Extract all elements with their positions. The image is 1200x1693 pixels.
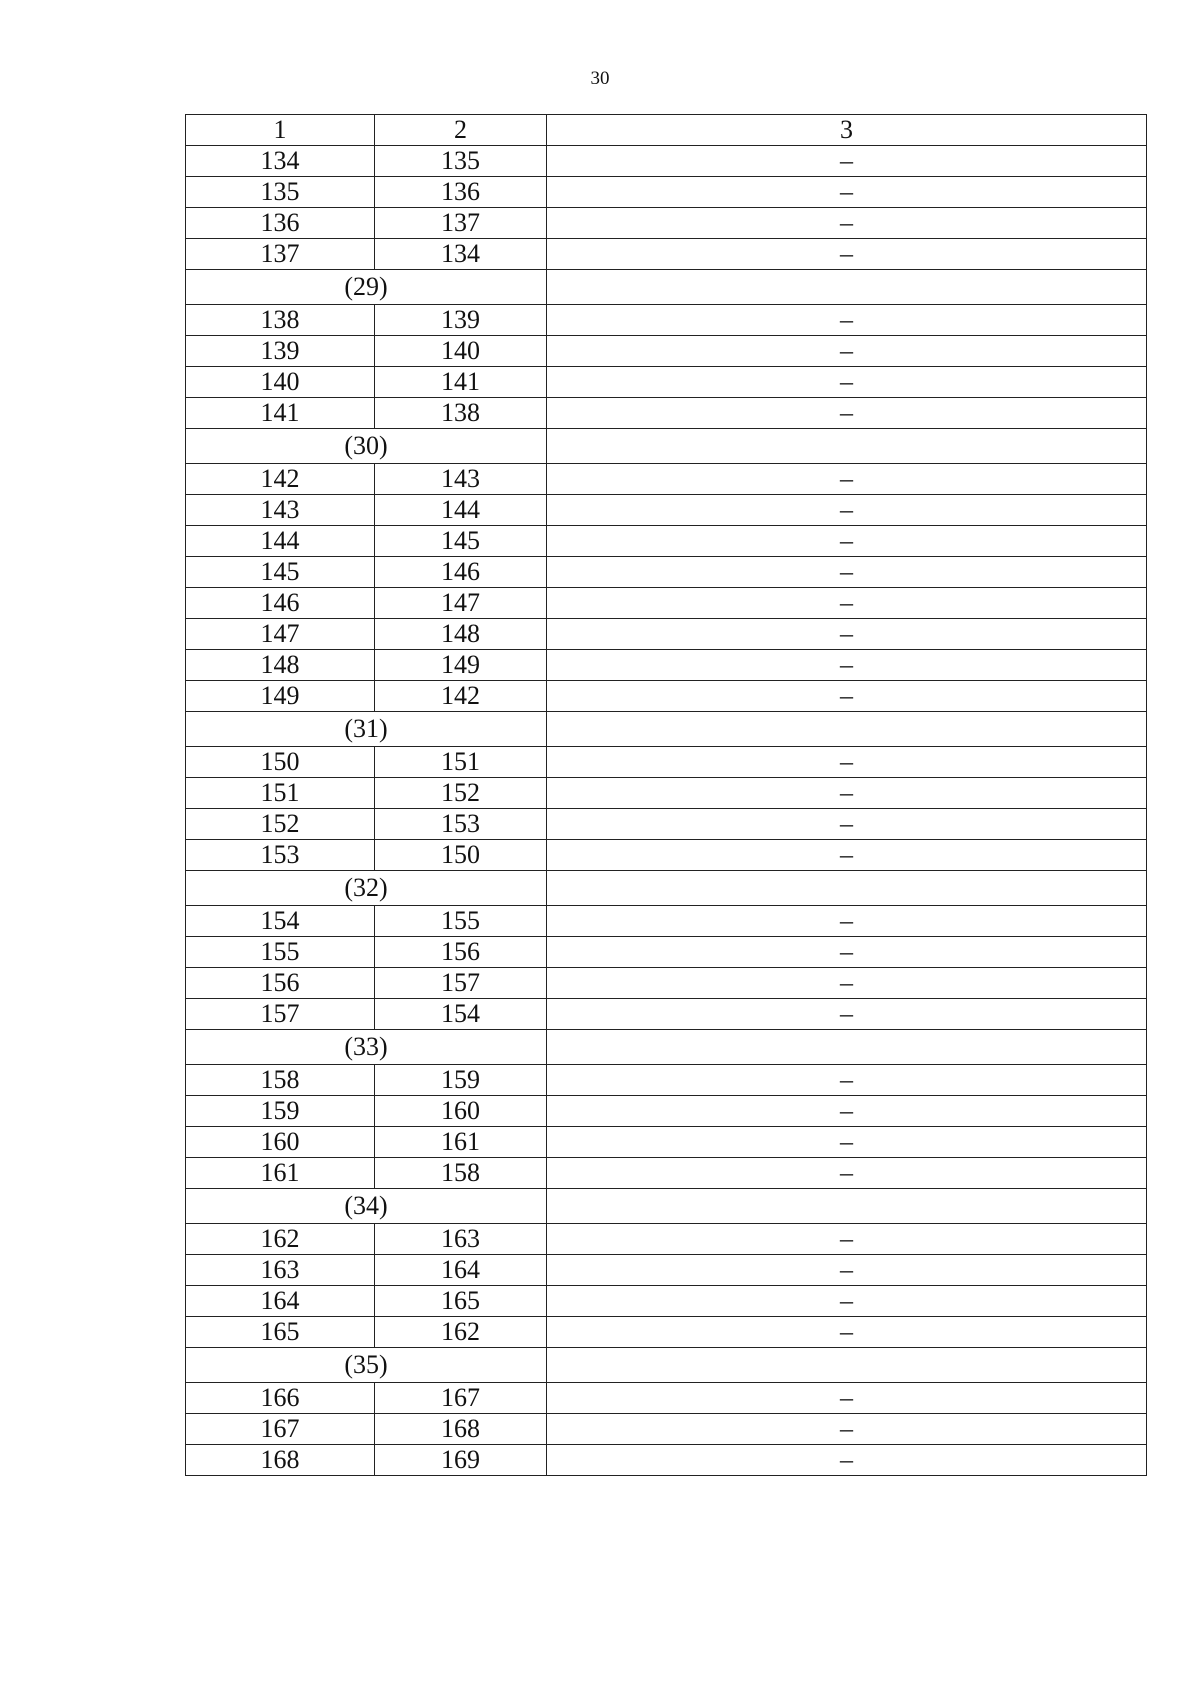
table-row bbox=[186, 1414, 1147, 1445]
table-cell-col-1: 143 bbox=[186, 495, 375, 526]
table-cell-col-1: 165 bbox=[186, 1317, 375, 1348]
table-cell-col-1: 155 bbox=[186, 937, 375, 968]
table-cell-col-3: – bbox=[547, 239, 1147, 270]
table-cell-col-3: – bbox=[547, 1286, 1147, 1317]
table-body bbox=[186, 146, 1147, 1476]
table-cell-col-2: 150 bbox=[375, 840, 547, 871]
table-cell-col-2: 165 bbox=[375, 1286, 547, 1317]
table-cell-col-2: 155 bbox=[375, 906, 547, 937]
table-cell-col-1: 153 bbox=[186, 840, 375, 871]
table-cell-col-1: 157 bbox=[186, 999, 375, 1030]
table-cell-col-2: 140 bbox=[375, 336, 547, 367]
table-cell-col-2: 163 bbox=[375, 1224, 547, 1255]
table-row bbox=[186, 840, 1147, 871]
table-cell-col-3: – bbox=[547, 146, 1147, 177]
page-number: 30 bbox=[590, 68, 610, 89]
table-cell-col-3: – bbox=[547, 1096, 1147, 1127]
table-cell-col-1: 135 bbox=[186, 177, 375, 208]
table-cell-col-1: 163 bbox=[186, 1255, 375, 1286]
table-cell-col-3: – bbox=[547, 588, 1147, 619]
table-cell-col-1: 145 bbox=[186, 557, 375, 588]
table-cell-col-2: 157 bbox=[375, 968, 547, 999]
table-cell-col-3: – bbox=[547, 1065, 1147, 1096]
table-cell-col-1: 148 bbox=[186, 650, 375, 681]
table-cell-col-3: – bbox=[547, 1445, 1147, 1476]
table-cell-col-3: – bbox=[547, 840, 1147, 871]
table-row bbox=[186, 464, 1147, 495]
header-cell-1: 1 bbox=[186, 115, 375, 146]
table-row bbox=[186, 1255, 1147, 1286]
table-cell-col-2: 144 bbox=[375, 495, 547, 526]
table-cell-col-1: 156 bbox=[186, 968, 375, 999]
table-cell-col-2: 139 bbox=[375, 305, 547, 336]
table-cell-col-2: 168 bbox=[375, 1414, 547, 1445]
table-cell-col-2: 161 bbox=[375, 1127, 547, 1158]
table-row bbox=[186, 1065, 1147, 1096]
table-cell-col-2: 159 bbox=[375, 1065, 547, 1096]
table-row bbox=[186, 495, 1147, 526]
table-cell-col-1: 158 bbox=[186, 1065, 375, 1096]
table-cell-col-2: 134 bbox=[375, 239, 547, 270]
table-cell-col-3: – bbox=[547, 747, 1147, 778]
table-cell-col-3: – bbox=[547, 619, 1147, 650]
table-row bbox=[186, 1383, 1147, 1414]
group-header-row bbox=[186, 712, 1147, 747]
table-row bbox=[186, 1224, 1147, 1255]
group-label: (34) bbox=[186, 1189, 547, 1224]
table-cell-col-1: 151 bbox=[186, 778, 375, 809]
table-cell-col-1: 137 bbox=[186, 239, 375, 270]
table-cell-col-3: – bbox=[547, 809, 1147, 840]
group-header-row bbox=[186, 1348, 1147, 1383]
table-cell-col-1: 160 bbox=[186, 1127, 375, 1158]
table-cell-col-3: – bbox=[547, 1383, 1147, 1414]
group-empty-cell bbox=[547, 429, 1147, 464]
table-cell-col-1: 164 bbox=[186, 1286, 375, 1317]
group-empty-cell bbox=[547, 1348, 1147, 1383]
table-cell-col-2: 160 bbox=[375, 1096, 547, 1127]
table-cell-col-1: 168 bbox=[186, 1445, 375, 1476]
table-row bbox=[186, 1286, 1147, 1317]
table-cell-col-2: 135 bbox=[375, 146, 547, 177]
table-cell-col-3: – bbox=[547, 336, 1147, 367]
table-cell-col-1: 162 bbox=[186, 1224, 375, 1255]
table-cell-col-3: – bbox=[547, 778, 1147, 809]
table-cell-col-2: 147 bbox=[375, 588, 547, 619]
table-cell-col-1: 140 bbox=[186, 367, 375, 398]
table-row bbox=[186, 619, 1147, 650]
table-cell-col-3: – bbox=[547, 1255, 1147, 1286]
table-row bbox=[186, 208, 1147, 239]
table-cell-col-1: 161 bbox=[186, 1158, 375, 1189]
table-cell-col-2: 145 bbox=[375, 526, 547, 557]
table-row bbox=[186, 999, 1147, 1030]
header-cell-2: 2 bbox=[375, 115, 547, 146]
table-row bbox=[186, 1317, 1147, 1348]
table-cell-col-1: 144 bbox=[186, 526, 375, 557]
table-cell-col-2: 143 bbox=[375, 464, 547, 495]
table-cell-col-3: – bbox=[547, 526, 1147, 557]
group-label: (32) bbox=[186, 871, 547, 906]
table-cell-col-3: – bbox=[547, 305, 1147, 336]
table-cell-col-3: – bbox=[547, 367, 1147, 398]
table-cell-col-3: – bbox=[547, 1414, 1147, 1445]
table-cell-col-2: 162 bbox=[375, 1317, 547, 1348]
group-header-row bbox=[186, 270, 1147, 305]
table-cell-col-2: 148 bbox=[375, 619, 547, 650]
table-cell-col-2: 153 bbox=[375, 809, 547, 840]
table-cell-col-1: 167 bbox=[186, 1414, 375, 1445]
table-cell-col-3: – bbox=[547, 968, 1147, 999]
table-cell-col-2: 146 bbox=[375, 557, 547, 588]
table-cell-col-3: – bbox=[547, 681, 1147, 712]
group-label: (31) bbox=[186, 712, 547, 747]
table-row bbox=[186, 526, 1147, 557]
table-cell-col-2: 164 bbox=[375, 1255, 547, 1286]
table-cell-col-3: – bbox=[547, 1127, 1147, 1158]
table-cell-col-1: 152 bbox=[186, 809, 375, 840]
table-row bbox=[186, 778, 1147, 809]
group-label: (33) bbox=[186, 1030, 547, 1065]
table-row bbox=[186, 305, 1147, 336]
table-cell-col-3: – bbox=[547, 398, 1147, 429]
table-cell-col-1: 136 bbox=[186, 208, 375, 239]
table-cell-col-1: 139 bbox=[186, 336, 375, 367]
table-cell-col-3: – bbox=[547, 906, 1147, 937]
table-header bbox=[186, 115, 1147, 146]
table-cell-col-1: 141 bbox=[186, 398, 375, 429]
table-cell-col-2: 142 bbox=[375, 681, 547, 712]
table-cell-col-3: – bbox=[547, 999, 1147, 1030]
group-empty-cell bbox=[547, 1189, 1147, 1224]
table-cell-col-2: 167 bbox=[375, 1383, 547, 1414]
header-cell-3: 3 bbox=[547, 115, 1147, 146]
table-cell-col-2: 149 bbox=[375, 650, 547, 681]
table-row bbox=[186, 239, 1147, 270]
table-cell-col-2: 169 bbox=[375, 1445, 547, 1476]
table-cell-col-1: 138 bbox=[186, 305, 375, 336]
table-cell-col-3: – bbox=[547, 557, 1147, 588]
table-cell-col-2: 154 bbox=[375, 999, 547, 1030]
group-empty-cell bbox=[547, 712, 1147, 747]
table-row bbox=[186, 367, 1147, 398]
group-header-row bbox=[186, 429, 1147, 464]
table-cell-col-1: 146 bbox=[186, 588, 375, 619]
table-row bbox=[186, 336, 1147, 367]
table-row bbox=[186, 809, 1147, 840]
table-cell-col-1: 134 bbox=[186, 146, 375, 177]
group-header-row bbox=[186, 1030, 1147, 1065]
table-cell-col-2: 138 bbox=[375, 398, 547, 429]
group-empty-cell bbox=[547, 871, 1147, 906]
table-row bbox=[186, 1445, 1147, 1476]
table-row bbox=[186, 968, 1147, 999]
table-row bbox=[186, 398, 1147, 429]
table-row bbox=[186, 681, 1147, 712]
table-cell-col-2: 156 bbox=[375, 937, 547, 968]
table-cell-col-2: 136 bbox=[375, 177, 547, 208]
table-cell-col-2: 137 bbox=[375, 208, 547, 239]
table-row bbox=[186, 1158, 1147, 1189]
table-row bbox=[186, 588, 1147, 619]
group-label: (30) bbox=[186, 429, 547, 464]
table-cell-col-3: – bbox=[547, 208, 1147, 239]
table-cell-col-1: 166 bbox=[186, 1383, 375, 1414]
data-table bbox=[185, 114, 1147, 1476]
group-empty-cell bbox=[547, 1030, 1147, 1065]
table-cell-col-2: 141 bbox=[375, 367, 547, 398]
table-row bbox=[186, 146, 1147, 177]
group-label: (35) bbox=[186, 1348, 547, 1383]
table-row bbox=[186, 937, 1147, 968]
table-cell-col-3: – bbox=[547, 464, 1147, 495]
table-row bbox=[186, 557, 1147, 588]
table-cell-col-1: 147 bbox=[186, 619, 375, 650]
table-row bbox=[186, 1096, 1147, 1127]
table-cell-col-3: – bbox=[547, 650, 1147, 681]
table-cell-col-1: 142 bbox=[186, 464, 375, 495]
group-empty-cell bbox=[547, 270, 1147, 305]
table-cell-col-3: – bbox=[547, 177, 1147, 208]
table-cell-col-3: – bbox=[547, 1158, 1147, 1189]
table-row bbox=[186, 177, 1147, 208]
table-row bbox=[186, 747, 1147, 778]
table-cell-col-3: – bbox=[547, 1224, 1147, 1255]
table-cell-col-2: 152 bbox=[375, 778, 547, 809]
table-cell-col-1: 149 bbox=[186, 681, 375, 712]
table-cell-col-3: – bbox=[547, 495, 1147, 526]
table-row bbox=[186, 650, 1147, 681]
table-cell-col-2: 151 bbox=[375, 747, 547, 778]
group-label: (29) bbox=[186, 270, 547, 305]
table-cell-col-1: 159 bbox=[186, 1096, 375, 1127]
table-row bbox=[186, 906, 1147, 937]
table-row bbox=[186, 1127, 1147, 1158]
group-header-row bbox=[186, 871, 1147, 906]
table-cell-col-1: 154 bbox=[186, 906, 375, 937]
table-cell-col-1: 150 bbox=[186, 747, 375, 778]
table-cell-col-3: – bbox=[547, 937, 1147, 968]
table-cell-col-2: 158 bbox=[375, 1158, 547, 1189]
header-row bbox=[186, 115, 1147, 146]
group-header-row bbox=[186, 1189, 1147, 1224]
table-cell-col-3: – bbox=[547, 1317, 1147, 1348]
